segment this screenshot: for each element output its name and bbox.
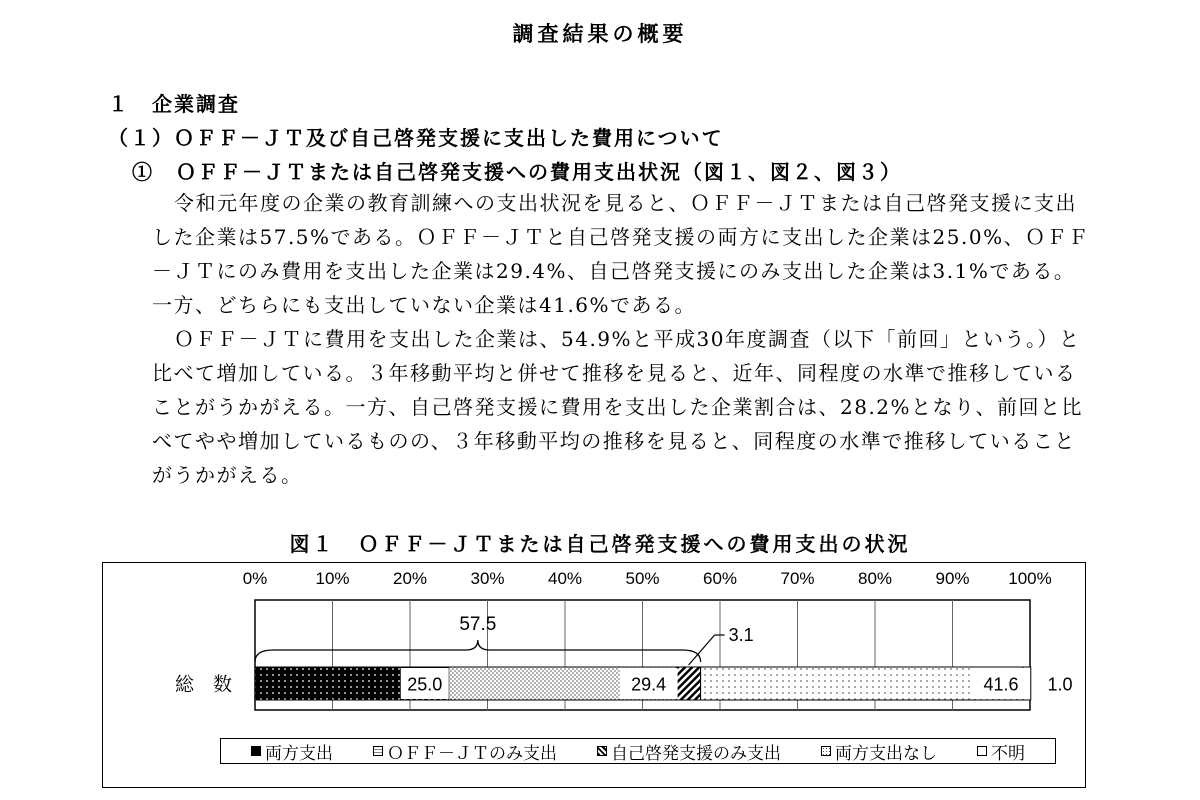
legend-item-none bbox=[821, 739, 937, 764]
x-tick-label: 90% bbox=[935, 569, 970, 588]
value-label-both: 25.0 bbox=[407, 674, 443, 695]
section-heading: １ 企業調査 bbox=[108, 92, 240, 116]
annotation-label: 57.5 bbox=[459, 614, 497, 635]
subsection-heading: （１）ＯＦＦ－ＪＴ及び自己啓発支援に支出した費用について bbox=[108, 126, 724, 150]
white-square-icon bbox=[977, 746, 987, 756]
legend-item-offjt-only bbox=[373, 739, 557, 764]
legend-item-both bbox=[251, 739, 333, 764]
value-label-unknown: 1.0 bbox=[1047, 674, 1073, 695]
x-tick-label: 0% bbox=[242, 569, 268, 588]
legend-item-unknown bbox=[977, 739, 1025, 764]
paragraph-2-text: ＯＦＦ－ＪＴに費用を支出した企業は、54.9%と平成30年度調査（以下「前回」という。）と比べて増加している。３年移動平均と併せて推移を見ると、近年、同程度の水準で推移していることがうかがえる。一方、自己啓発支援に費用を支出した企業割合は、28.2%となり、前回と比べてやや増加しているものの、３年移動平均の推移を見ると、同程度の水準で推移していることがうかがえる。 bbox=[152, 327, 1084, 487]
x-tick-label: 30% bbox=[470, 569, 505, 588]
paragraph-1-text: 令和元年度の企業の教育訓練への支出状況を見ると、ＯＦＦ－ＪＴまたは自己啓発支援に支出した企業は57.5%である。ＯＦＦ－ＪＴと自己啓発支援の両方に支出した企業は25.0%、ＯＦＦ－ＪＴにのみ費用を支出した企業は29.4%、自己啓発支援にのみ支出した企業は3.1%である。一方、どちらにも支出していない企業は41.6%である。 bbox=[152, 191, 1090, 317]
dotted-square-icon bbox=[373, 746, 383, 756]
legend-label: 不明 bbox=[991, 743, 1025, 764]
item-heading: ① ＯＦＦ－ＪＴまたは自己啓発支援への費用支出状況（図１、図２、図３） bbox=[132, 160, 902, 184]
hatched-square-icon bbox=[597, 746, 607, 756]
value-label-none: 41.6 bbox=[983, 674, 1019, 695]
sparse-dot-square-icon bbox=[821, 746, 831, 756]
figure-title: 図１ ＯＦＦ－ＪＴまたは自己啓発支援への費用支出の状況 bbox=[289, 532, 911, 556]
x-tick-label: 60% bbox=[702, 569, 738, 588]
document-title: 調査結果の概要 bbox=[512, 21, 688, 46]
legend-label: 自己啓発支援のみ支出 bbox=[611, 743, 781, 764]
value-label-offjt-only: 29.4 bbox=[631, 674, 667, 695]
bar-self-only bbox=[677, 667, 701, 700]
legend-label: 両方支出 bbox=[265, 743, 333, 764]
x-tick-label: 40% bbox=[547, 569, 583, 588]
chart-legend bbox=[220, 738, 1056, 764]
legend-item-self-only bbox=[597, 739, 781, 764]
x-tick-label: 80% bbox=[857, 569, 893, 588]
x-tick-label: 50% bbox=[625, 569, 660, 588]
legend-label: 両方支出なし bbox=[835, 743, 937, 764]
x-tick-label: 100% bbox=[1008, 569, 1052, 588]
legend-label: ＯＦＦ－ＪＴのみ支出 bbox=[387, 743, 557, 764]
x-tick-label: 10% bbox=[315, 569, 350, 588]
value-label-self-only: 3.1 bbox=[728, 625, 754, 645]
solid-black-square-icon bbox=[251, 746, 261, 756]
x-tick-label: 20% bbox=[392, 569, 428, 588]
category-label: 総 数 bbox=[174, 673, 232, 696]
x-tick-label: 70% bbox=[780, 569, 815, 588]
